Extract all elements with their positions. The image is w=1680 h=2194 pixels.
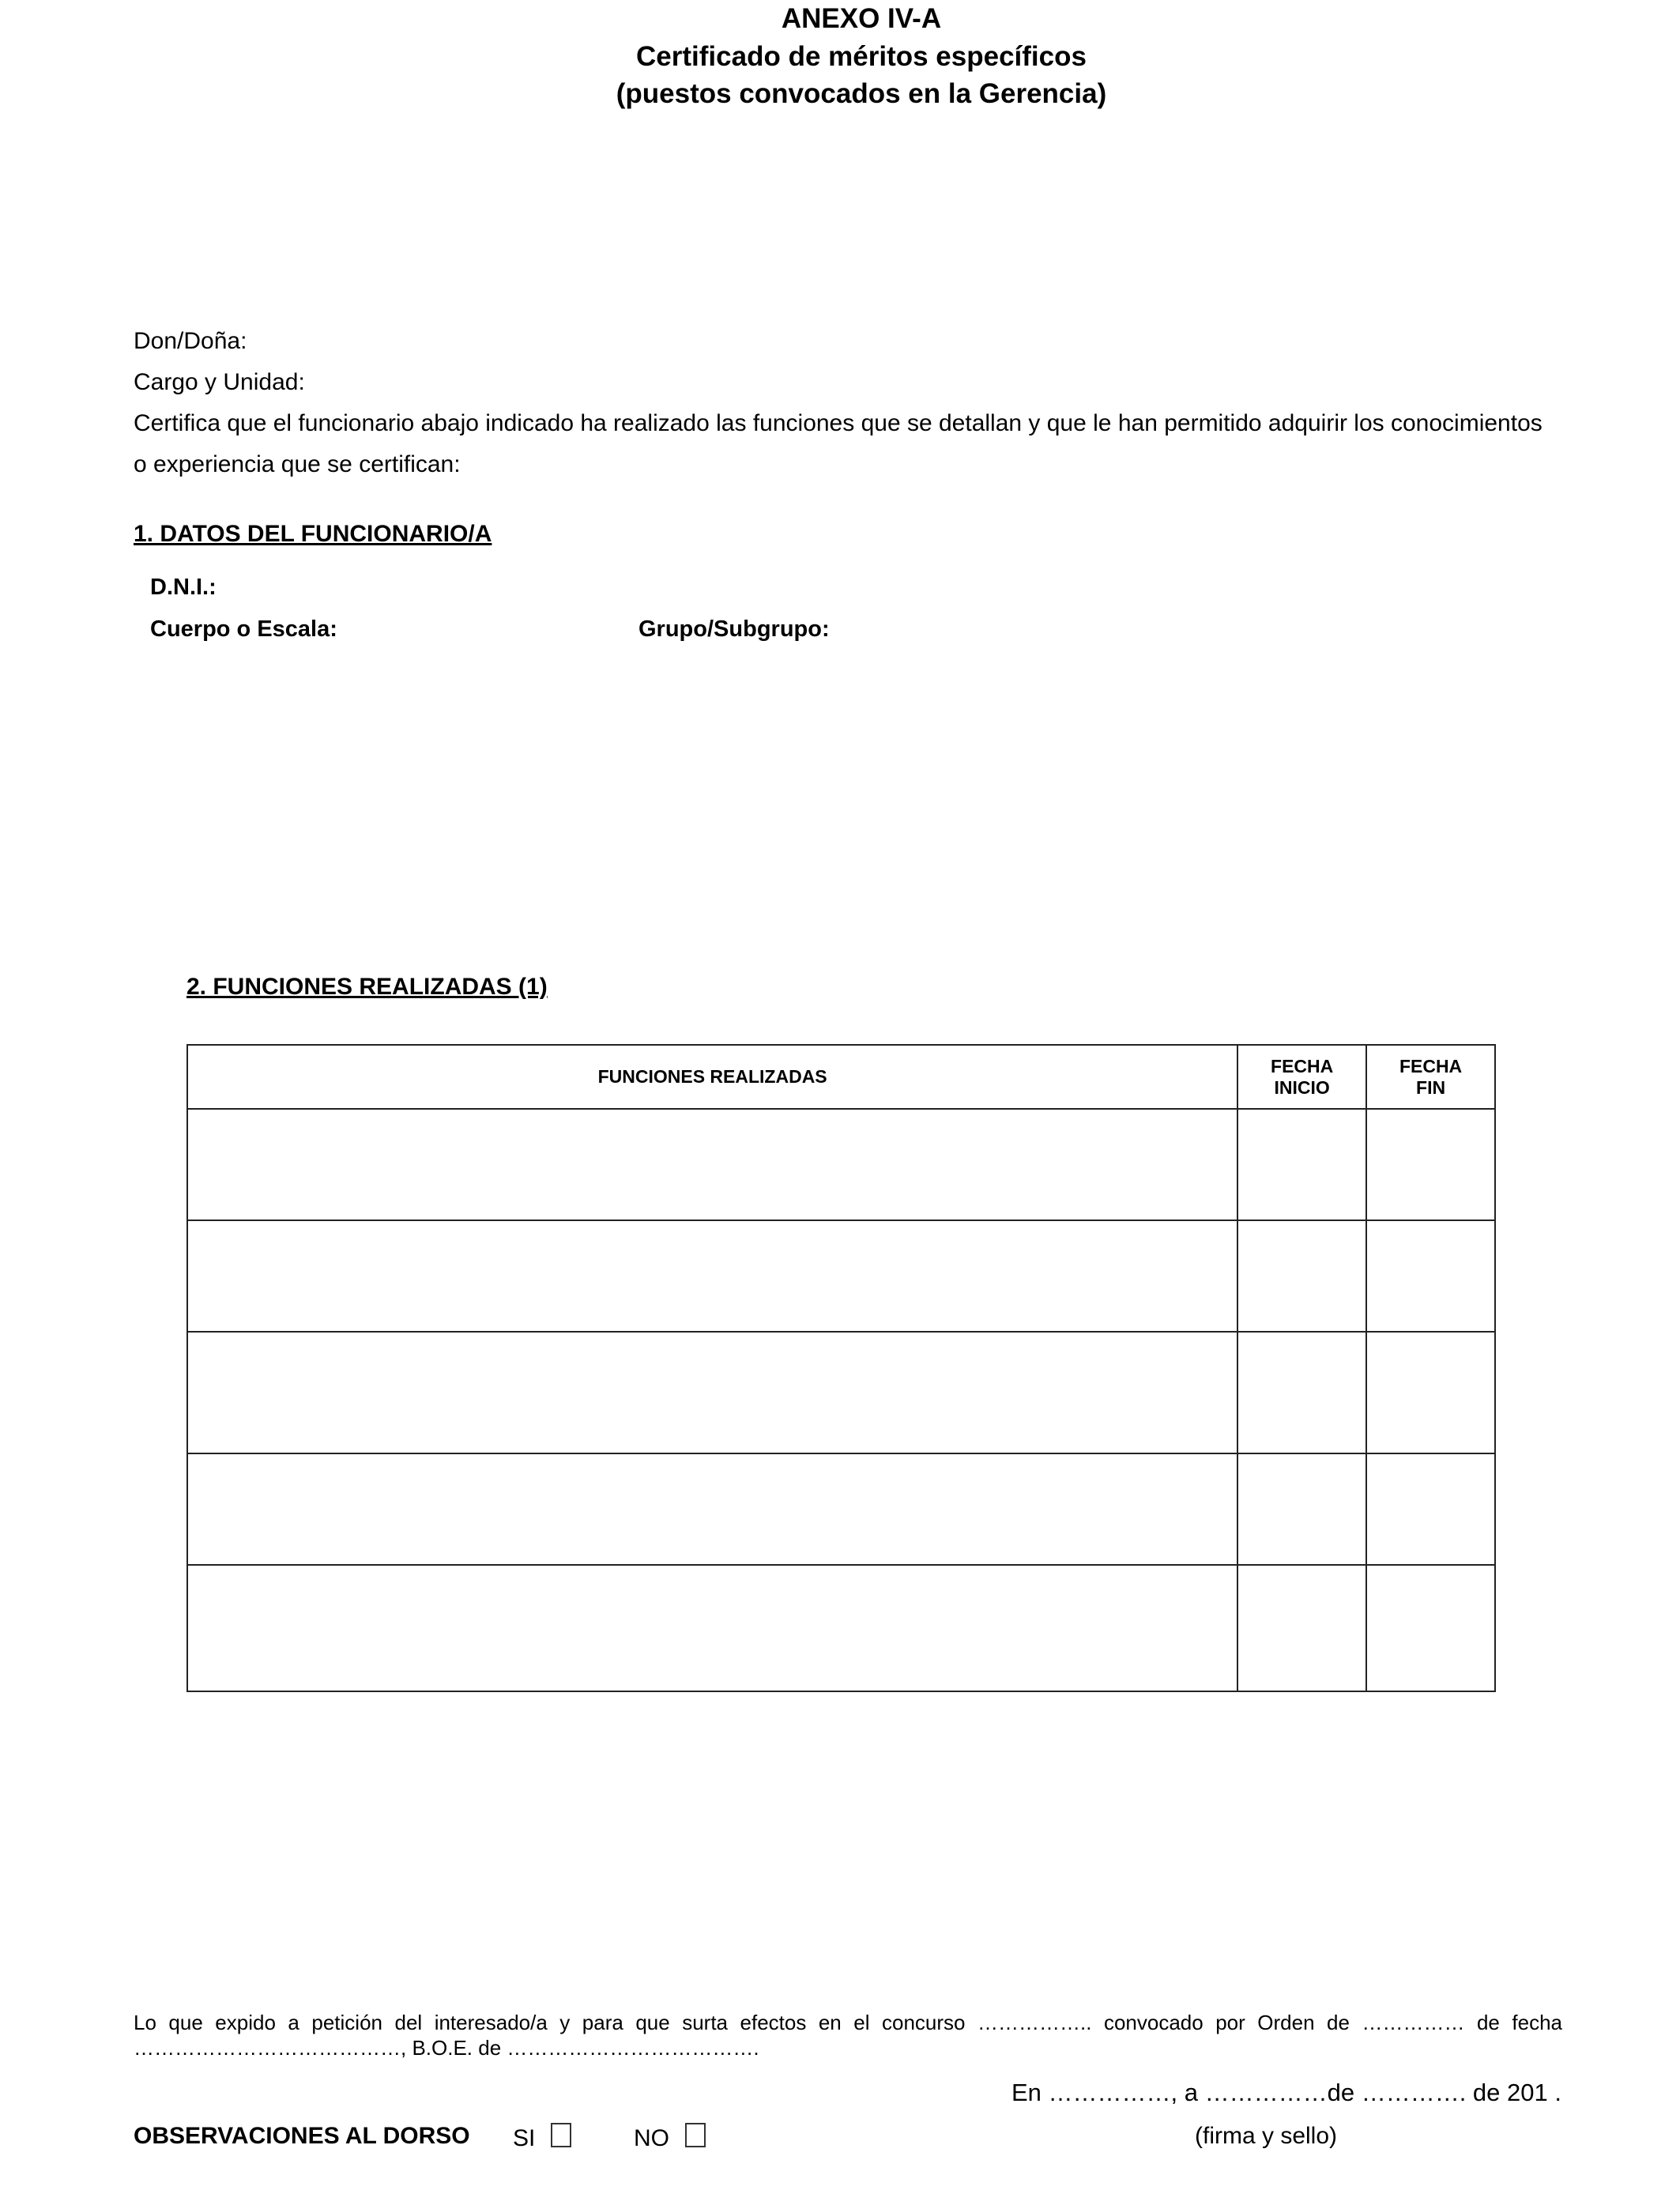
fecha-fin-cell[interactable]: [1366, 1565, 1495, 1691]
si-option[interactable]: [513, 2123, 571, 2152]
table-row: [187, 1220, 1495, 1332]
funcion-cell[interactable]: [187, 1565, 1237, 1691]
cuerpo-escala-label: Cuerpo o Escala:: [150, 616, 337, 642]
funciones-table: [186, 1044, 1496, 1692]
table-row: [187, 1332, 1495, 1453]
fecha-fin-cell[interactable]: [1366, 1453, 1495, 1565]
fecha-inicio-cell[interactable]: [1237, 1565, 1366, 1691]
funcion-cell[interactable]: [187, 1453, 1237, 1565]
table-row: [187, 1453, 1495, 1565]
fecha-fin-cell[interactable]: [1366, 1332, 1495, 1453]
fecha-fin-cell[interactable]: [1366, 1220, 1495, 1332]
fecha-fin-column-header: [1366, 1045, 1495, 1109]
don-dona-label: Don/Doña:: [134, 328, 247, 354]
si-label: SI: [513, 2125, 536, 2151]
funcion-cell[interactable]: [187, 1332, 1237, 1453]
table-row: [187, 1109, 1495, 1220]
fecha-inicio-cell[interactable]: [1237, 1332, 1366, 1453]
section2-heading: 2. FUNCIONES REALIZADAS (1): [186, 974, 548, 1000]
closing-text-line1: Lo que expido a petición del interesado/a y para que surta efectos en el concurso …………….. convocado por Orden de …………… de fecha: [134, 2011, 1562, 2034]
fecha-fin-header-line2: FIN: [1416, 1076, 1446, 1098]
annex-title: ANEXO IV-A: [781, 3, 942, 34]
fecha-inicio-cell[interactable]: [1237, 1109, 1366, 1220]
funcion-cell[interactable]: [187, 1220, 1237, 1332]
si-checkbox[interactable]: [551, 2123, 571, 2147]
section1-heading: 1. DATOS DEL FUNCIONARIO/A: [134, 521, 492, 547]
certifica-text-line2: o experiencia que se certifican:: [134, 451, 461, 477]
table-row: [187, 1565, 1495, 1691]
closing-text-line2: …………………………………, B.O.E. de ……………………………….: [134, 2036, 759, 2060]
date-place-line: En ……………, a ……………de …………. de 201 .: [1011, 2079, 1561, 2106]
firma-sello-label: (firma y sello): [1195, 2123, 1338, 2149]
fecha-fin-header-line1: FECHA: [1399, 1055, 1463, 1076]
no-checkbox[interactable]: [685, 2123, 706, 2147]
fecha-inicio-cell[interactable]: [1237, 1453, 1366, 1565]
no-label: NO: [634, 2125, 669, 2151]
cargo-unidad-label: Cargo y Unidad:: [134, 369, 305, 395]
fecha-inicio-column-header: [1237, 1045, 1366, 1109]
fecha-fin-cell[interactable]: [1366, 1109, 1495, 1220]
table-header-row: [187, 1045, 1495, 1109]
funcion-cell[interactable]: [187, 1109, 1237, 1220]
observaciones-label: OBSERVACIONES AL DORSO: [134, 2123, 470, 2149]
certifica-text-line1: Certifica que el funcionario abajo indicado ha realizado las funciones que se detallan y que le han permitido adquirir los conocimientos: [134, 410, 1543, 436]
no-option[interactable]: [634, 2123, 706, 2152]
dni-label: D.N.I.:: [150, 575, 217, 600]
grupo-subgrupo-label: Grupo/Subgrupo:: [638, 616, 830, 642]
funciones-column-header: FUNCIONES REALIZADAS: [187, 1045, 1237, 1109]
fecha-inicio-header-line1: FECHA: [1271, 1055, 1334, 1076]
fecha-inicio-cell[interactable]: [1237, 1220, 1366, 1332]
document-subtitle: (puestos convocados en la Gerencia): [616, 78, 1107, 109]
document-title: Certificado de méritos específicos: [636, 41, 1087, 72]
fecha-inicio-header-line2: INICIO: [1274, 1076, 1330, 1098]
